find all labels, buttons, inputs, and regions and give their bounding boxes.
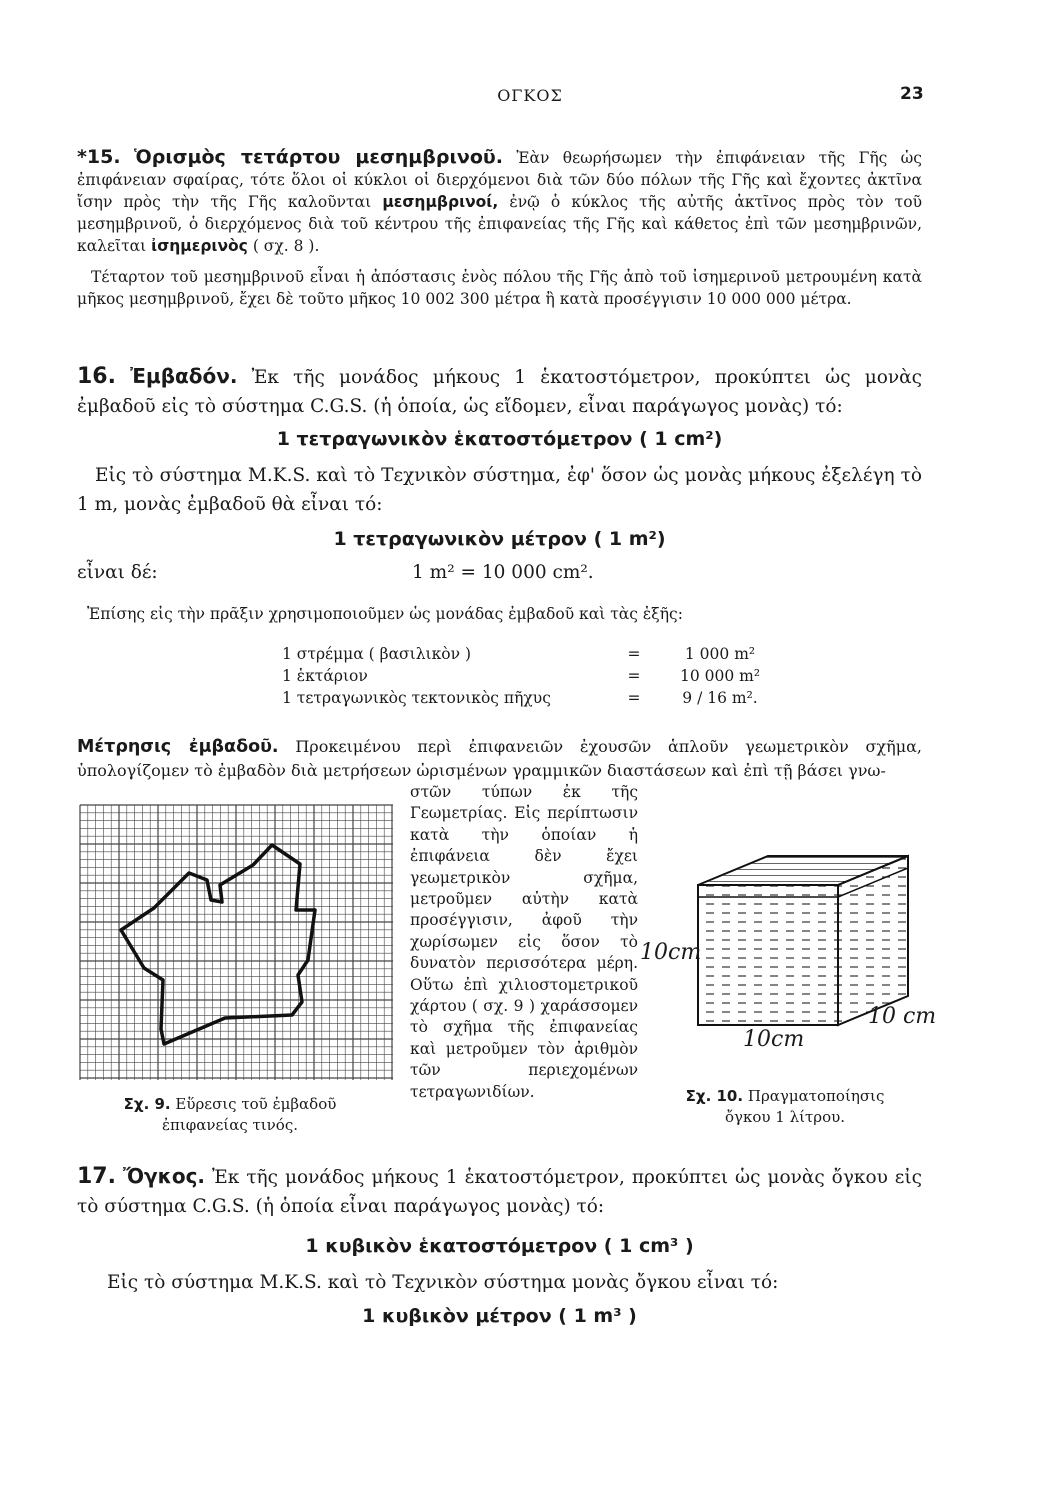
area-units-table xyxy=(282,643,780,709)
section-16-paragraph-1 xyxy=(77,362,922,421)
keyword-meridians: μεσημβρινοί, xyxy=(382,193,499,211)
table-row xyxy=(282,687,780,709)
table-row xyxy=(282,665,780,687)
figure-10-caption-line-2: ὄγκου 1 λίτρου. xyxy=(724,1108,846,1126)
cube-label-width: 10cm xyxy=(743,1027,805,1052)
section-17-paragraph-2: Εἰς τὸ σύστημα M.K.S. καὶ τὸ Τεχνικὸν σύστημα μονὰς ὄγκου εἶναι τό: xyxy=(107,1272,779,1293)
figure-9-caption-line-1: Εὕρεσις τοῦ ἐμβαδοῦ xyxy=(175,1095,337,1113)
measure-title: Μέτρησις ἐμβαδοῦ. xyxy=(77,737,279,757)
section-15-paragraph-2: Τέταρτον τοῦ μεσημβρινοῦ εἶναι ἡ ἀπόστασις ἑνὸς πόλου τῆς Γῆς ἀπὸ τοῦ ἰσημερινοῦ μετρουμένη κατὰ μῆκος μεσημβρινοῦ, ἔχει δὲ τοῦτο μῆκος 10 002 300 μέτρα ἢ κατὰ προσέγγισιν 10 000 000 μέτρα. xyxy=(77,268,922,308)
section-15-text-a: Ἐὰν θεωρήσωμεν τὴν ἐπιφάνειαν τῆς Γῆς ὡς ἐπιφάνειαν σφαίρας, τότε ὅλοι οἱ κύκλοι οἱ διερχόμενοι διὰ τῶν δύο πόλων τῆς Γῆς καὶ ἔχοντες ἀκτῖνα ἴσην πρὸς τὴν τῆς Γῆς καλοῦνται xyxy=(77,149,922,211)
section-15-text-c: ( σχ. 8 ). xyxy=(252,237,320,255)
keyword-equator: ἰσημερινὸς xyxy=(151,237,248,255)
section-16-paragraph-2: Εἰς τὸ σύστημα M.K.S. καὶ τὸ Τεχνικὸν σύστημα, ἐφ' ὅσον ὡς μονὰς μήκους ἐξελέγη τὸ 1 m, μονὰς ἐμβαδοῦ θὰ εἶναι τό: xyxy=(77,465,922,515)
running-header: ΟΓΚΟΣ xyxy=(497,86,563,105)
unit-value: 1 000 m² xyxy=(684,645,756,663)
unit-name: 1 τετραγωνικὸς τεκτονικὸς πῆχυς xyxy=(282,689,551,707)
figure-9-number: Σχ. 9. xyxy=(123,1095,171,1113)
cube-side-face xyxy=(838,856,908,1025)
section-15-number: *15. xyxy=(77,146,121,168)
section-17-title: Ὄγκος. xyxy=(122,1164,206,1188)
cube-front-face xyxy=(698,885,838,1025)
figure-10-caption-line-1: Πραγματοποίησις xyxy=(747,1087,885,1105)
table-row xyxy=(282,643,780,665)
cube-label-height: 10cm xyxy=(640,940,702,965)
unit-value: 10 000 m² xyxy=(679,667,761,685)
equals-sign: = xyxy=(627,667,641,685)
unit-name: 1 ἑκτάριον xyxy=(282,667,368,685)
page-number: 23 xyxy=(900,84,924,104)
section-17-text: Ἐκ τῆς μονάδος μήκους 1 ἑκατοστόμετρον, προκύπτει ὡς μονὰς ὄγκου εἰς τὸ σύστημα C.G.S. (ἡ ὁποία εἶναι παράγωγος μονὰς) τό: xyxy=(77,1167,922,1217)
section-17-number: 17. xyxy=(77,1164,116,1189)
section-16-paragraph-3: Ἐπίσης εἰς τὴν πρᾶξιν χρησιμοποιοῦμεν ὡς μονάδας ἐμβαδοῦ καὶ τὰς ἑξῆς: xyxy=(87,605,683,623)
section-16-text: Ἐκ τῆς μονάδος μήκους 1 ἑκατοστόμετρον, προκύπτει ὡς μονὰς ἐμβαδοῦ εἰς τὸ σύστημα C.G.S. (ἡ ὁποία, ὡς εἴδομεν, εἶναι παράγωγος μονὰς) τό: xyxy=(77,367,922,417)
figure-9-graph-paper xyxy=(60,800,400,1085)
equals-sign: = xyxy=(627,689,641,707)
unit-name: 1 στρέμμα ( βασιλικὸν ) xyxy=(282,645,472,663)
figure-10-number: Σχ. 10. xyxy=(685,1087,744,1105)
unit-cubic-centimeter: 1 κυβικὸν ἑκατοστόμετρον ( 1 cm³ ) xyxy=(305,1235,694,1257)
measure-column-text: στῶν τύπων ἐκ τῆς Γεωμετρίας. Εἰς περίπτωσιν κατὰ τὴν ὁποίαν ἡ ἐπιφάνεια δὲν ἔχει γεωμετρικὸν σχῆμα, μετροῦμεν αὐτὴν κατὰ προσέγγισιν, ἀφοῦ τὴν χωρίσωμεν εἰς ὅσον τὸ δυνατὸν περισσότερα μέρη. Οὕτω ἐπὶ χιλιοστομετρικοῦ χάρτου ( σχ. 9 ) χαράσσομεν τὸ σχῆμα τῆς ἐπιφανείας καὶ μετροῦμεν τὸν ἀριθμὸν τῶν περιεχομένων τετραγωνιδίων. xyxy=(410,783,638,1101)
equals-sign: = xyxy=(627,645,641,663)
figure-9-caption-line-2: ἐπιφανείας τινός. xyxy=(162,1116,298,1134)
figure-9-caption xyxy=(80,1094,380,1136)
einai-de-label: εἶναι δέ: xyxy=(77,562,158,583)
area-equation: 1 m² = 10 000 cm². xyxy=(412,562,594,583)
measure-text: Προκειμένου περὶ ἐπιφανειῶν ἐχουσῶν ἁπλοῦν γεωμετρικὸν σχῆμα, ὑπολογίζομεν τὸ ἐμβαδὸν διὰ μετρήσεων ὡρισμένων γραμμικῶν διαστάσεων καὶ ἐπὶ τῇ βάσει γνω- xyxy=(77,737,922,780)
section-15-title: Ὁρισμὸς τετάρτου μεσημβρινοῦ. xyxy=(133,146,503,168)
unit-square-centimeter: 1 τετραγωνικὸν ἑκατοστόμετρον ( 1 cm²) xyxy=(276,428,723,450)
unit-value: 9 / 16 m². xyxy=(682,689,758,707)
section-15-paragraph-1 xyxy=(77,146,922,257)
cube-label-depth: 10 cm xyxy=(868,1004,937,1029)
figure-10-caption xyxy=(665,1086,905,1128)
section-17-paragraph-1 xyxy=(77,1162,922,1221)
section-16-number: 16. xyxy=(77,364,116,389)
section-16-title: Ἐμβαδόν. xyxy=(130,364,238,388)
section-15-text-b: ἐνῷ ὁ κύκλος τῆς αὐτῆς ἀκτῖνος πρὸς τὸν τοῦ μεσημβρινοῦ, ὁ διερχόμενος διὰ τοῦ κέντρου τῆς ἐπιφανείας τῆς Γῆς καὶ κάθετος ἐπὶ τῶν μεσημβρινῶν, καλεῖται xyxy=(77,193,922,255)
measure-paragraph xyxy=(77,735,922,783)
unit-cubic-meter: 1 κυβικὸν μέτρον ( 1 m³ ) xyxy=(362,1305,637,1327)
unit-square-meter: 1 τετραγωνικὸν μέτρον ( 1 m²) xyxy=(333,528,666,550)
